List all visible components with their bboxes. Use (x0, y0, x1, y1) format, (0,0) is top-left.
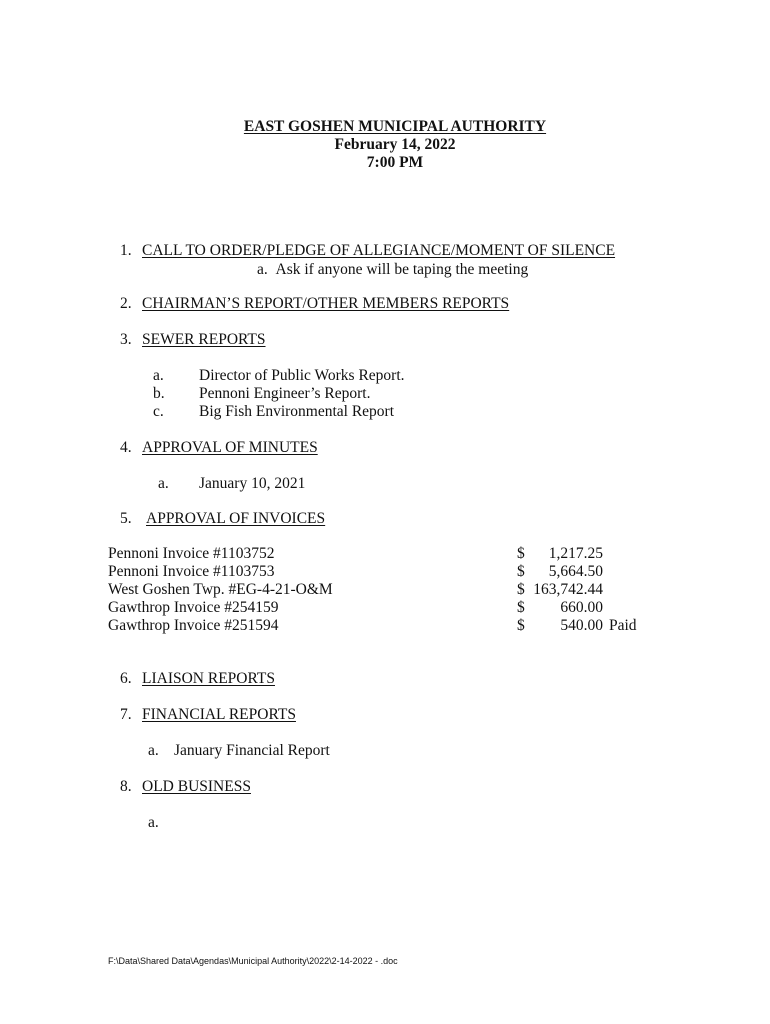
currency-symbol: $ (517, 563, 525, 580)
agenda-item-7 (120, 706, 296, 724)
meeting-time: 7:00 PM (366, 154, 424, 171)
item-number: 7. (120, 706, 132, 723)
invoice-label: Pennoni Invoice #1103752 (108, 545, 275, 562)
item-number: 3. (120, 331, 132, 348)
item-title: CALL TO ORDER/PLEDGE OF ALLEGIANCE/MOMENT OF SILENCE (142, 242, 616, 259)
agenda-item-1 (120, 242, 615, 260)
agenda-item-8 (120, 778, 251, 796)
item-title: CHAIRMAN’S REPORT/OTHER MEMBERS REPORTS (142, 295, 510, 312)
subitem-letter: b. (153, 385, 165, 402)
item-number: 6. (120, 670, 132, 687)
item-number: 8. (120, 778, 132, 795)
subitem-text: Big Fish Environmental Report (199, 403, 395, 420)
agenda-subitem-8a (148, 814, 174, 832)
item-number: 1. (120, 242, 132, 259)
item-number: 2. (120, 295, 132, 312)
currency-symbol: $ (517, 599, 525, 616)
currency-symbol: $ (517, 617, 525, 634)
item-title: APPROVAL OF INVOICES (146, 510, 326, 527)
item-title: OLD BUSINESS (142, 778, 251, 795)
agenda-subitem-1a (257, 261, 528, 279)
agenda-subitem-4a (158, 475, 305, 493)
invoice-paid-note: Paid (609, 617, 637, 634)
invoice-label: Gawthrop Invoice #251594 (108, 617, 279, 634)
subitem-text: January Financial Report (174, 742, 330, 759)
item-title: SEWER REPORTS (142, 331, 266, 348)
invoice-label: Pennoni Invoice #1103753 (108, 563, 275, 580)
agenda-item-2 (120, 295, 509, 313)
currency-symbol: $ (517, 581, 525, 598)
agenda-item-4 (120, 439, 318, 457)
agenda-item-6 (120, 670, 275, 688)
item-title: FINANCIAL REPORTS (142, 706, 296, 723)
agenda-subitem-3c (153, 403, 394, 421)
subitem-letter: a. (153, 367, 164, 384)
agenda-item-3 (120, 331, 266, 349)
subitem-text: Ask if anyone will be taping the meeting (275, 261, 529, 278)
item-number: 5. (120, 510, 132, 527)
subitem-letter: c. (153, 403, 164, 420)
subitem-text: Pennoni Engineer’s Report. (199, 385, 371, 402)
subitem-text: Director of Public Works Report. (199, 367, 405, 384)
item-title: LIAISON REPORTS (142, 670, 275, 687)
invoice-label: Gawthrop Invoice #254159 (108, 599, 279, 616)
footer-file-path: F:\Data\Shared Data\Agendas\Municipal Authority\2022\2-14-2022 - .doc (108, 956, 398, 966)
agenda-subitem-7a (148, 742, 330, 760)
item-title: APPROVAL OF MINUTES (142, 439, 318, 456)
subitem-letter: a. (148, 814, 159, 831)
subitem-letter: a. (257, 261, 268, 278)
subitem-text: January 10, 2021 (199, 475, 306, 492)
agenda-item-5 (120, 510, 325, 528)
document-title: EAST GOSHEN MUNICIPAL AUTHORITY (243, 118, 547, 135)
meeting-date: February 14, 2022 (334, 136, 456, 153)
currency-symbol: $ (517, 545, 525, 562)
agenda-subitem-3a (153, 367, 405, 385)
subitem-letter: a. (158, 475, 169, 492)
invoice-label: West Goshen Twp. #EG-4-21-O&M (108, 581, 333, 598)
item-number: 4. (120, 439, 132, 456)
agenda-subitem-3b (153, 385, 370, 403)
subitem-letter: a. (148, 742, 159, 759)
